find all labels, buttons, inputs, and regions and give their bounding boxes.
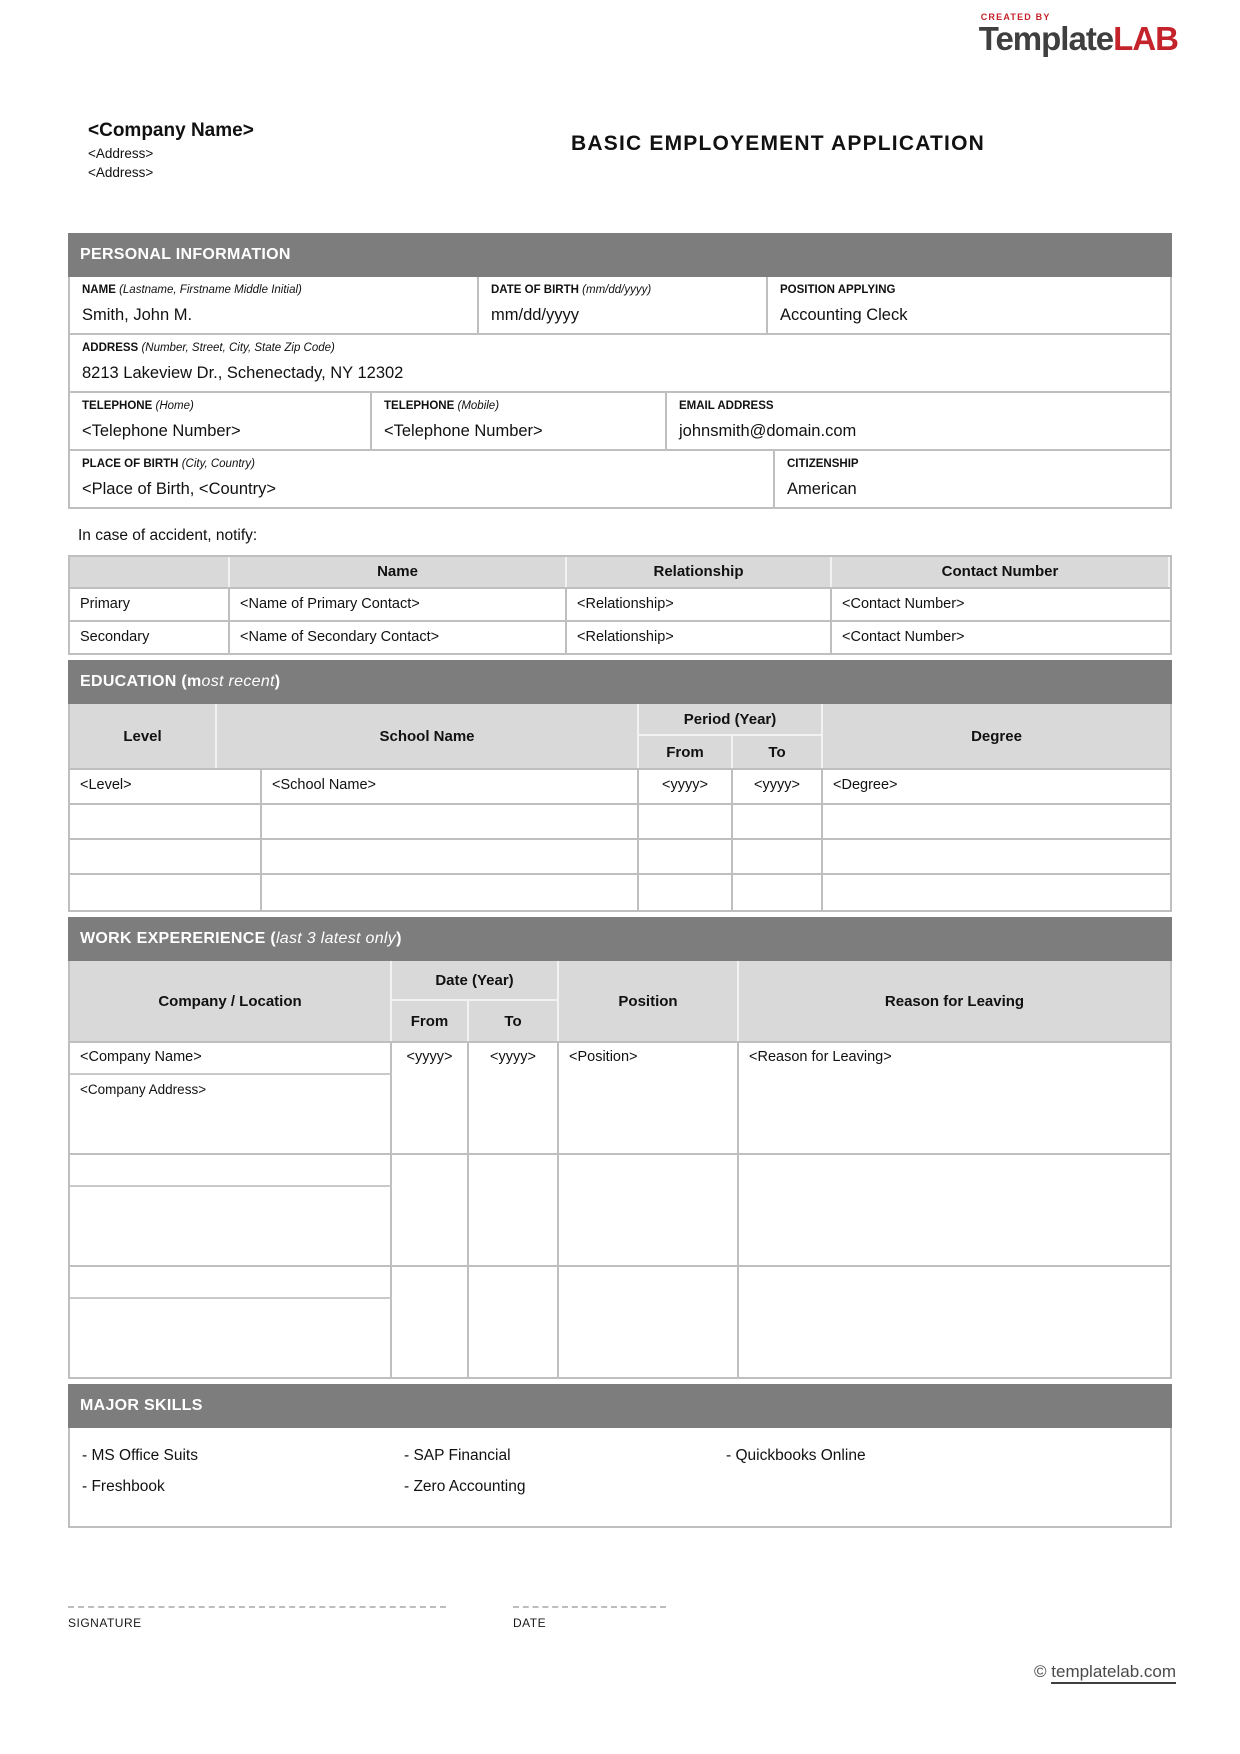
telephone-home-label-text: TELEPHONE xyxy=(82,400,153,412)
dob-field-label xyxy=(491,283,756,297)
education-to-value[interactable]: <yyyy> xyxy=(733,770,823,803)
work-company-address-value[interactable]: <Company Address> xyxy=(70,1075,392,1153)
name-field-label xyxy=(82,283,467,297)
work-from-value[interactable] xyxy=(392,1155,469,1265)
major-skills-box xyxy=(68,1428,1172,1528)
emergency-header-name: Name xyxy=(230,557,567,587)
accident-notify-intro: In case of accident, notify: xyxy=(78,527,258,544)
position-field-label xyxy=(780,283,1160,297)
row-telephone-email xyxy=(70,393,1170,451)
birthplace-field-label xyxy=(82,457,763,471)
personal-information-section-title: PERSONAL INFORMATION xyxy=(80,246,291,263)
page-footer xyxy=(1034,1662,1176,1682)
dob-label-hint: (mm/dd/yyyy) xyxy=(582,284,652,296)
work-experience-section-header xyxy=(68,917,1172,961)
emergency-primary-name[interactable]: <Name of Primary Contact> xyxy=(230,589,567,620)
dob-label-text: DATE OF BIRTH xyxy=(491,284,579,296)
work-reason-value[interactable] xyxy=(739,1267,1170,1377)
telephone-mobile-label xyxy=(384,399,655,413)
address-label-hint: (Number, Street, City, State Zip Code) xyxy=(141,342,335,354)
position-field-value[interactable]: Accounting Cleck xyxy=(780,306,908,324)
work-entry-1 xyxy=(70,1043,1170,1155)
education-section-header xyxy=(68,660,1172,704)
citizenship-field xyxy=(775,451,1170,507)
date-label: DATE xyxy=(513,1616,547,1630)
education-title-italic: ost recent xyxy=(201,673,275,690)
emergency-header-relationship: Relationship xyxy=(567,557,832,587)
education-title-bold: EDUCATION (m xyxy=(80,673,202,690)
education-header-school-name: School Name xyxy=(217,704,639,768)
work-experience-table xyxy=(68,961,1172,1379)
address-field xyxy=(70,335,1170,391)
education-school-value[interactable]: <School Name> xyxy=(262,770,639,803)
education-title-close: ) xyxy=(274,673,281,690)
birthplace-label-text: PLACE OF BIRTH xyxy=(82,458,179,470)
personal-information-section-header xyxy=(68,233,1172,277)
personal-information-table xyxy=(68,277,1172,509)
education-row-4 xyxy=(70,875,1170,910)
dob-field-value[interactable]: mm/dd/yyyy xyxy=(491,306,580,324)
education-from-value[interactable] xyxy=(639,840,733,873)
education-header-to: To xyxy=(733,736,823,768)
education-from-value[interactable]: <yyyy> xyxy=(639,770,733,803)
emergency-header-contact-number: Contact Number xyxy=(832,557,1170,587)
work-to-value[interactable]: <yyyy> xyxy=(469,1043,559,1153)
major-skills-section-title: MAJOR SKILLS xyxy=(80,1397,203,1414)
telephone-home-value[interactable]: <Telephone Number> xyxy=(82,422,241,440)
telephone-home-label xyxy=(82,399,360,413)
work-header-company-location: Company / Location xyxy=(70,961,392,1041)
emergency-primary-contact[interactable]: <Contact Number> xyxy=(842,596,965,612)
education-header-degree: Degree xyxy=(971,727,1022,745)
education-header-period: Period (Year) xyxy=(639,704,823,736)
telephone-mobile-label-hint: (Mobile) xyxy=(457,400,500,412)
signature-block xyxy=(68,1606,446,1630)
citizenship-field-value[interactable]: American xyxy=(787,480,857,498)
education-row-3 xyxy=(70,840,1170,875)
birthplace-field-value[interactable]: <Place of Birth, <Country> xyxy=(82,480,276,498)
work-from-value[interactable] xyxy=(392,1267,469,1377)
education-section-title xyxy=(80,673,280,691)
work-company-name-value[interactable] xyxy=(70,1267,392,1299)
signature-area xyxy=(68,1606,1172,1630)
education-from-value[interactable] xyxy=(639,875,733,910)
row-address xyxy=(70,335,1170,393)
education-level-value[interactable] xyxy=(70,840,262,873)
signature-label: SIGNATURE xyxy=(68,1616,142,1630)
work-header-from: From xyxy=(392,1001,469,1041)
work-header-reason-for-leaving: Reason for Leaving xyxy=(884,992,1025,1010)
emergency-secondary-name[interactable]: <Name of Secondary Contact> xyxy=(230,622,567,653)
education-school-value[interactable] xyxy=(262,875,639,910)
emergency-header-blank xyxy=(70,557,230,587)
work-company-name-value[interactable] xyxy=(70,1155,392,1187)
education-header-row xyxy=(70,704,1170,770)
work-to-value[interactable] xyxy=(469,1155,559,1265)
education-level-value[interactable] xyxy=(70,805,262,838)
education-school-value[interactable] xyxy=(262,840,639,873)
education-to-value[interactable] xyxy=(733,875,823,910)
emergency-contacts-table xyxy=(68,555,1172,655)
telephone-mobile-field xyxy=(372,393,667,449)
logo-created-by-text: CREATED BY xyxy=(980,12,1051,22)
row-name-dob-position xyxy=(70,277,1170,335)
work-title-close: ) xyxy=(396,930,402,947)
work-company-address-value[interactable] xyxy=(70,1187,392,1265)
work-header-date-year: Date (Year) xyxy=(392,961,559,1001)
work-position-value[interactable] xyxy=(559,1155,739,1265)
position-field xyxy=(768,277,1170,333)
education-to-value[interactable] xyxy=(733,805,823,838)
skill-item[interactable]: - Freshbook xyxy=(82,1478,165,1495)
work-header-position: Position xyxy=(559,961,739,1041)
email-field-label xyxy=(679,399,1160,413)
templatelab-link[interactable]: templatelab.com xyxy=(1051,1662,1176,1684)
major-skills-section-header xyxy=(68,1384,1172,1428)
position-label-text: POSITION APPLYING xyxy=(780,284,896,296)
education-degree-value[interactable] xyxy=(823,875,1170,910)
emergency-primary-type: Primary xyxy=(70,589,230,620)
emergency-secondary-type: Secondary xyxy=(70,622,230,653)
emergency-secondary-contact[interactable]: <Contact Number> xyxy=(842,629,965,645)
work-to-value[interactable] xyxy=(469,1267,559,1377)
company-name-placeholder[interactable]: <Company Name> xyxy=(88,120,254,141)
birthplace-field xyxy=(70,451,775,507)
telephone-mobile-label-text: TELEPHONE xyxy=(384,400,455,412)
date-line[interactable] xyxy=(513,1606,666,1608)
skill-item-empty xyxy=(726,1471,1170,1502)
work-entry-2 xyxy=(70,1155,1170,1267)
work-company-name-value[interactable]: <Company Name> xyxy=(70,1043,392,1075)
name-field-value[interactable]: Smith, John M. xyxy=(82,306,193,324)
document-title: BASIC EMPLOYEMENT APPLICATION xyxy=(571,132,985,155)
document-header xyxy=(68,120,1172,192)
work-company-address-value[interactable] xyxy=(70,1299,392,1377)
email-field-value[interactable]: johnsmith@domain.com xyxy=(679,422,857,440)
telephone-home-label-hint: (Home) xyxy=(155,400,194,412)
name-label-text: NAME xyxy=(82,284,116,296)
address-field-label xyxy=(82,341,1160,355)
skill-item[interactable]: - SAP Financial xyxy=(404,1447,511,1464)
work-entry-3 xyxy=(70,1267,1170,1377)
signature-line[interactable] xyxy=(68,1606,446,1608)
emergency-contacts-header-row xyxy=(70,557,1170,589)
skill-item[interactable]: - MS Office Suits xyxy=(82,1447,198,1464)
date-block xyxy=(513,1606,666,1630)
name-field xyxy=(70,277,479,333)
name-label-hint: (Lastname, Firstname Middle Initial) xyxy=(119,284,302,296)
major-skills-list xyxy=(82,1440,1170,1502)
citizenship-field-label xyxy=(787,457,1160,471)
education-header-from: From xyxy=(639,736,733,768)
work-header-to: To xyxy=(469,1001,559,1041)
education-degree-value[interactable]: <Degree> xyxy=(833,777,898,793)
dob-field xyxy=(479,277,768,333)
education-row-1 xyxy=(70,770,1170,805)
company-address-placeholder-2[interactable]: <Address> xyxy=(88,165,154,180)
work-experience-section-title xyxy=(80,930,402,948)
emergency-secondary-relationship[interactable]: <Relationship> xyxy=(567,622,832,653)
address-field-value[interactable]: 8213 Lakeview Dr., Schenectady, NY 12302 xyxy=(82,364,404,382)
education-table xyxy=(68,704,1172,912)
education-degree-value[interactable] xyxy=(823,805,1170,838)
birthplace-label-hint: (City, Country) xyxy=(181,458,255,470)
education-school-value[interactable] xyxy=(262,805,639,838)
work-experience-header-row xyxy=(70,961,1170,1043)
email-field xyxy=(667,393,1170,449)
education-from-value[interactable] xyxy=(639,805,733,838)
logo-brand-template: Template xyxy=(978,20,1114,57)
education-degree-value[interactable] xyxy=(823,840,1170,873)
skill-item[interactable]: - Zero Accounting xyxy=(404,1478,526,1495)
work-reason-value[interactable] xyxy=(739,1155,1170,1265)
emergency-secondary-row xyxy=(70,622,1170,653)
work-title-italic: last 3 latest only xyxy=(275,930,397,947)
education-row-2 xyxy=(70,805,1170,840)
education-header-level: Level xyxy=(70,704,217,768)
telephone-home-field xyxy=(70,393,372,449)
citizenship-label-text: CITIZENSHIP xyxy=(787,458,859,470)
email-label-text: EMAIL ADDRESS xyxy=(679,400,774,412)
skill-item[interactable]: - Quickbooks Online xyxy=(726,1447,866,1464)
work-title-bold: WORK EXPERERIENCE ( xyxy=(80,930,276,947)
telephone-mobile-value[interactable]: <Telephone Number> xyxy=(384,422,543,440)
work-position-value[interactable] xyxy=(559,1267,739,1377)
emergency-primary-relationship[interactable]: <Relationship> xyxy=(567,589,832,620)
address-label-text: ADDRESS xyxy=(82,342,139,354)
logo-brand-lab: LAB xyxy=(1113,20,1178,57)
row-birthplace-citizenship xyxy=(70,451,1170,507)
company-address-placeholder-1[interactable]: <Address> xyxy=(88,146,154,161)
logo-brand-text xyxy=(979,22,1178,57)
education-level-value[interactable] xyxy=(70,875,262,910)
education-level-value[interactable]: <Level> xyxy=(70,770,262,803)
templatelab-logo xyxy=(979,12,1178,57)
emergency-primary-row xyxy=(70,589,1170,622)
work-reason-value[interactable]: <Reason for Leaving> xyxy=(749,1049,892,1065)
copyright-icon: © xyxy=(1034,1662,1047,1681)
education-to-value[interactable] xyxy=(733,840,823,873)
work-from-value[interactable]: <yyyy> xyxy=(392,1043,469,1153)
work-position-value[interactable]: <Position> xyxy=(559,1043,739,1153)
